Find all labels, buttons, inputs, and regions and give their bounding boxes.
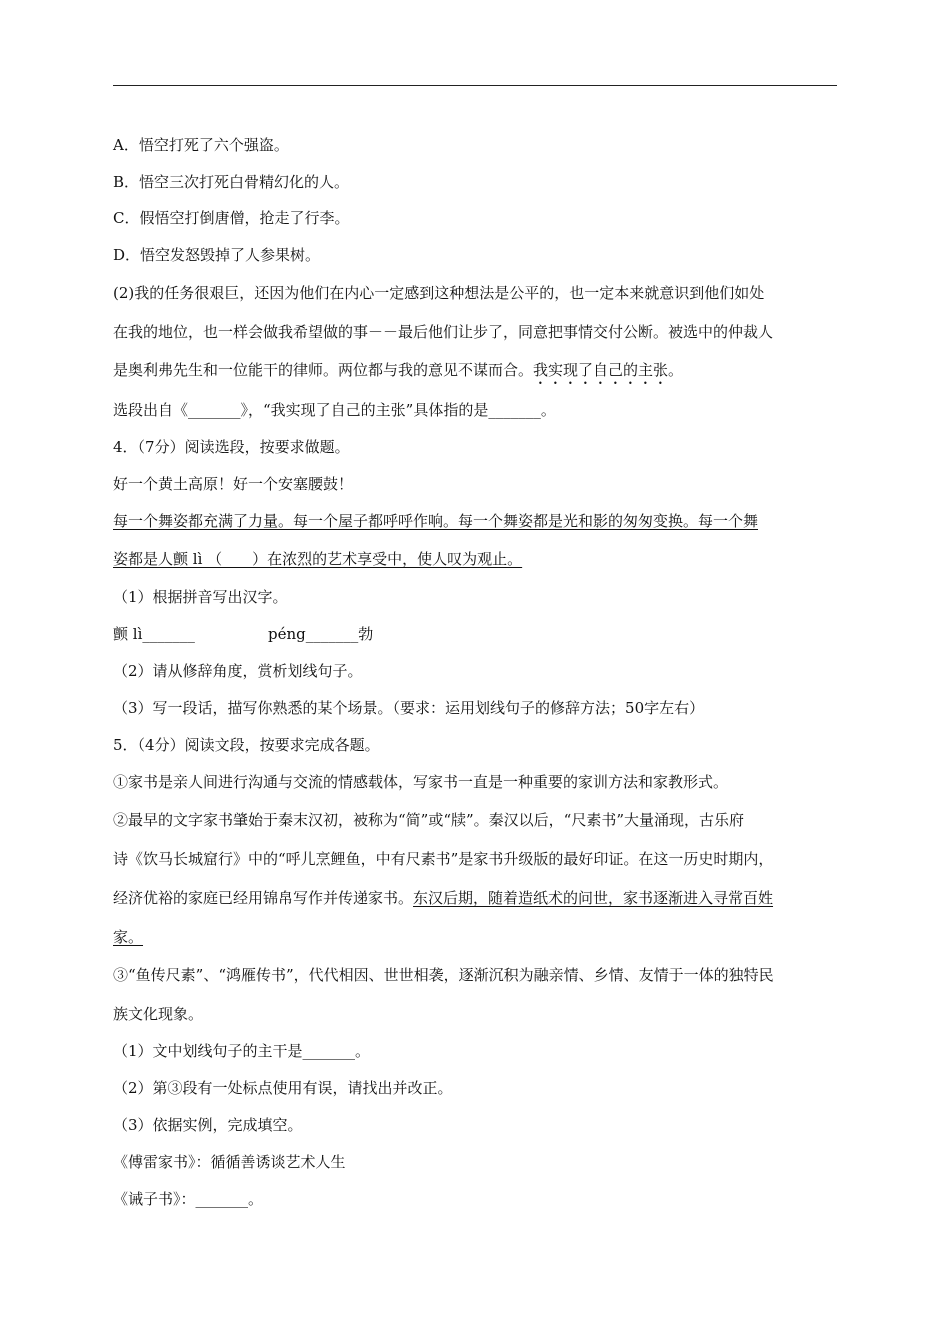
q4-sub-1: （1）根据拼音写出汉字。 — [113, 588, 288, 606]
passage-2-line-3-end: 。 — [668, 361, 684, 379]
q5-paragraph-1: ①家书是亲人间进行沟通与交流的情感载体，写家书一直是一种重要的家训方法和家教形式。 — [113, 773, 729, 791]
option-d: D．悟空发怒毁掉了人参果树。 — [113, 246, 321, 264]
q5-paragraph-3-line-2: 族文化现象。 — [113, 1005, 204, 1023]
q4-pinyin-2: péng_______勃 — [268, 625, 374, 643]
q5-underlined-sentence: 东汉后期，随着造纸术的问世，家书逐渐进入寻常百姓 — [413, 889, 774, 907]
header-rule — [113, 85, 837, 86]
passage-2-line-2: 在我的地位，也一样会做我希望做的事－－最后他们让步了，同意把事情交付公断。被选中的仲裁人 — [113, 323, 774, 341]
q5-sub-2: （2）第③段有一处标点使用有误，请找出并改正。 — [113, 1079, 453, 1097]
passage-2-line-1: (2)我的任务很艰巨，还因为他们在内心一定感到这种想法是公平的，也一定本来就意识到他们如处 — [113, 284, 765, 302]
q4-underlined-line-2: 姿都是人颤 lì （ ）在浓烈的艺术享受中，使人叹为观止。 — [113, 550, 523, 568]
q5-sub-1: （1）文中划线句子的主干是_______。 — [113, 1042, 371, 1060]
option-c: C．假悟空打倒唐僧，抢走了行李。 — [113, 209, 350, 227]
passage-2-line-3 — [113, 360, 683, 388]
q4-pinyin-1: 颤 lì_______ — [113, 625, 195, 643]
q5-header: 5．（4分）阅读文段，按要求完成各题。 — [113, 736, 380, 754]
passage-2-line-3-text: 是奥利弗先生和一位能干的律师。两位都与我的意见不谋而合。 — [113, 361, 534, 379]
q5-sub-3: （3）依据实例，完成填空。 — [113, 1116, 303, 1134]
q5-blank: 《诫子书》：_______。 — [113, 1190, 264, 1208]
q4-line-1: 好一个黄土高原！好一个安塞腰鼓！ — [113, 475, 354, 493]
dotted-emphasis-text: 我实现了自己的主张 — [533, 361, 669, 379]
option-a: A．悟空打死了六个强盗。 — [113, 136, 289, 154]
q5-paragraph-2-line-1: ②最早的文字家书肇始于秦末汉初，被称为“简”或“牍”。秦汉以后，“尺素书”大量涌现，古乐府 — [113, 811, 745, 829]
q4-sub-2: （2）请从修辞角度，赏析划线句子。 — [113, 662, 363, 680]
q5-paragraph-2-line-2: 诗《饮马长城窟行》中的“呼儿烹鲤鱼，中有尺素书”是家书升级版的最好印证。在这一历史时期内， — [113, 850, 774, 868]
q5-paragraph-2-line-3 — [113, 888, 773, 908]
q5-paragraph-3-line-1: ③“鱼传尺素”、“鸿雁传书”，代代相因、世世相袭，逐渐沉积为融亲情、乡情、友情于一体的独特民 — [113, 966, 774, 984]
q5-paragraph-2-line-3-text: 经济优裕的家庭已经用锦帛写作并传递家书。 — [113, 889, 414, 907]
q5-underlined-sentence-end: 家。 — [113, 928, 144, 946]
q4-header: 4．（7分）阅读选段，按要求做题。 — [113, 438, 350, 456]
q5-example: 《傅雷家书》：循循善诱谈艺术人生 — [113, 1153, 346, 1171]
passage-2-question: 选段出自《_______》，“我实现了自己的主张”具体指的是_______。 — [113, 401, 556, 419]
q4-underlined-line-1: 每一个舞姿都充满了力量。每一个屋子都呼呼作响。每一个舞姿都是光和影的匆匆变换。每一个舞 — [113, 512, 759, 530]
option-b: B．悟空三次打死白骨精幻化的人。 — [113, 173, 350, 191]
q4-sub-3: （3）写一段话，描写你熟悉的某个场景。（要求：运用划线句子的修辞方法；50字左右） — [113, 699, 705, 717]
